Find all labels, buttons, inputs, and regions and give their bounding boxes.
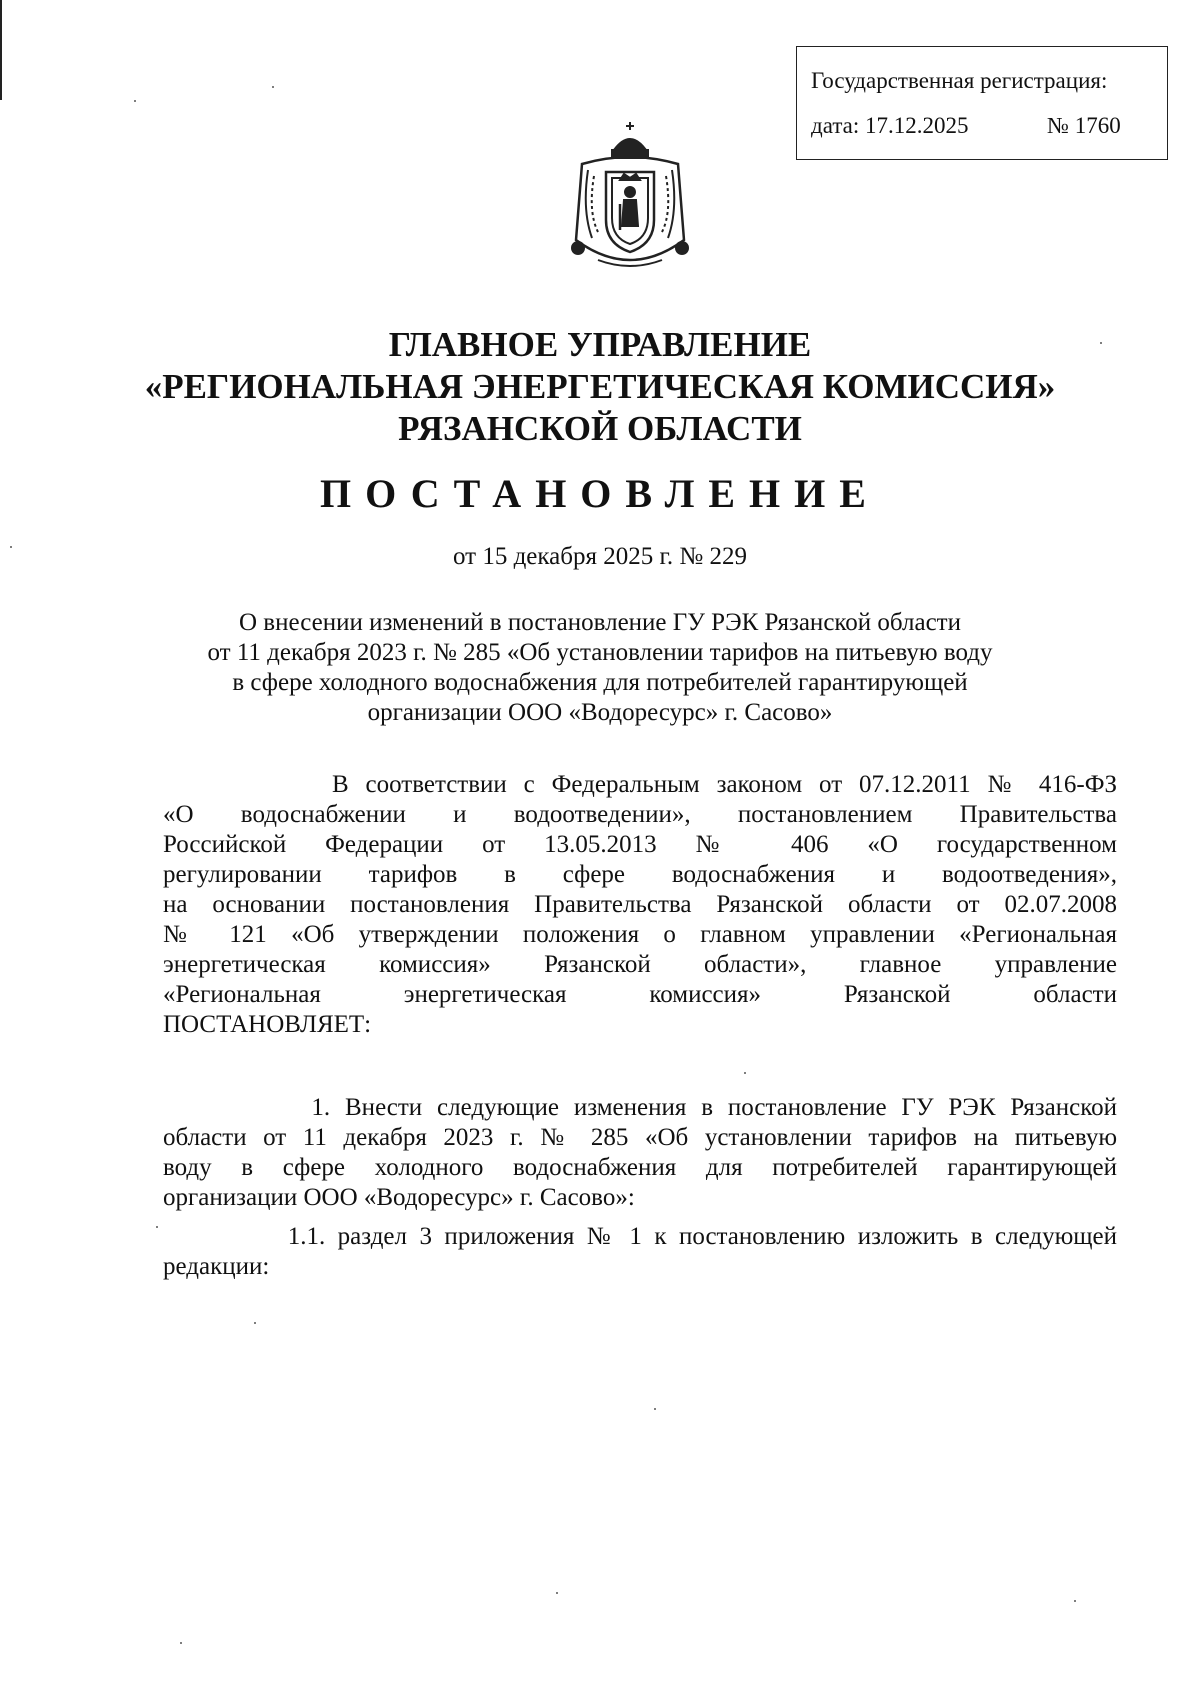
scan-speck (654, 1408, 656, 1410)
registration-date: дата: 17.12.2025 (811, 113, 969, 138)
preamble-line: ПОСТАНОВЛЯЕТ: (163, 1011, 372, 1038)
scan-speck (156, 1226, 158, 1228)
preamble-line: энергетическая комиссия» Рязанской области», главное управление (163, 951, 1117, 978)
preamble-line: регулировании тарифов в сфере водоснабжения и водоотведения», (163, 861, 1117, 888)
scan-speck (272, 86, 274, 88)
subject-line-3: в сфере холодного водоснабжения для потребителей гарантирующей (232, 669, 968, 696)
scan-speck (1074, 1600, 1076, 1602)
item-1-line: воду в сфере холодного водоснабжения для потребителей гарантирующей (163, 1154, 1117, 1181)
preamble-line: В соответствии с Федеральным законом от 07.12.2011 № 416-ФЗ (163, 771, 1117, 798)
scan-speck (1100, 342, 1102, 344)
scan-edge-mark (0, 0, 2, 100)
subject-line-1: О внесении изменений в постановление ГУ РЭК Рязанской области (239, 609, 961, 636)
preamble-line: Российской Федерации от 13.05.2013 № 406 «О государственном (163, 831, 1117, 858)
subject-line-2: от 11 декабря 2023 г. № 285 «Об установлении тарифов на питьевую воду (207, 639, 993, 666)
preamble-line: «О водоснабжении и водоотведении», постановлением Правительства (163, 801, 1117, 828)
item-1-1-paragraph (163, 1222, 1117, 1282)
scan-speck (744, 1072, 746, 1074)
org-line-2: «РЕГИОНАЛЬНАЯ ЭНЕРГЕТИЧЕСКАЯ КОМИССИЯ» (144, 367, 1056, 406)
item-1-1-line: редакции: (163, 1253, 270, 1280)
scan-speck (556, 1592, 558, 1594)
preamble-line: на основании постановления Правительства Рязанской области от 02.07.2008 (163, 891, 1117, 918)
registration-stamp (796, 46, 1168, 160)
document-subject (0, 608, 1200, 728)
organization-name (0, 324, 1200, 450)
registration-title: Государственная регистрация: (811, 68, 1108, 93)
scan-speck (180, 1642, 182, 1644)
scan-speck (254, 1322, 256, 1324)
scan-speck (10, 546, 12, 548)
item-1-line: области от 11 декабря 2023 г. № 285 «Об установлении тарифов на питьевую (163, 1124, 1117, 1151)
item-1-line: 1. Внести следующие изменения в постановление ГУ РЭК Рязанской (163, 1094, 1117, 1121)
preamble-line: «Региональная энергетическая комиссия» Рязанской области (163, 981, 1117, 1008)
document-date-number: от 15 декабря 2025 г. № 229 (452, 543, 748, 570)
coat-of-arms-icon (568, 120, 692, 276)
org-line-3: РЯЗАНСКОЙ ОБЛАСТИ (398, 409, 802, 448)
preamble-paragraph (163, 770, 1117, 1040)
document-type-title: ПОСТАНОВЛЕНИЕ (320, 471, 880, 516)
preamble-line: № 121 «Об утверждении положения о главном управлении «Региональная (163, 921, 1117, 948)
scan-speck (134, 100, 136, 102)
org-line-1: ГЛАВНОЕ УПРАВЛЕНИЕ (388, 325, 812, 364)
registration-number: № 1760 (1047, 113, 1121, 138)
subject-line-4: организации ООО «Водоресурс» г. Сасово» (367, 699, 833, 726)
item-1-1-line: 1.1. раздел 3 приложения № 1 к постановлению изложить в следующей (163, 1223, 1117, 1250)
item-1-line: организации ООО «Водоресурс» г. Сасово»: (163, 1184, 635, 1211)
item-1-paragraph (163, 1093, 1117, 1213)
